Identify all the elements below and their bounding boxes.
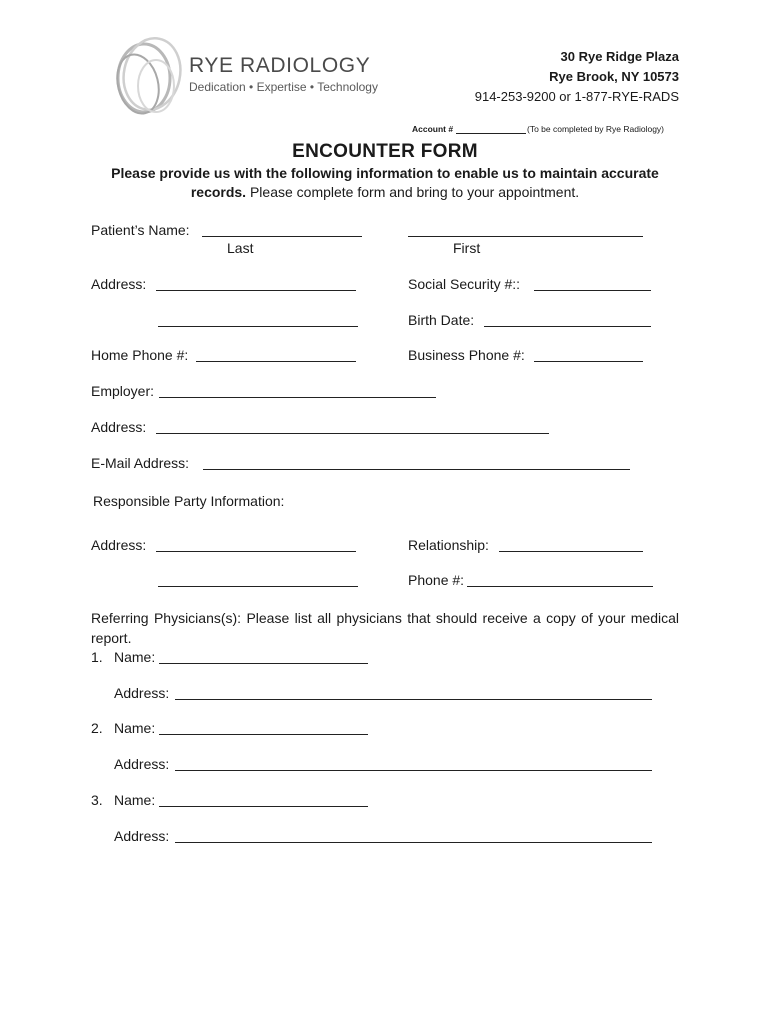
physician-1-address-field[interactable] (175, 699, 652, 700)
physician-2-name-label: Name: (114, 720, 156, 736)
page-title: ENCOUNTER FORM (292, 141, 478, 162)
address-field[interactable] (156, 290, 356, 291)
physician-1-name-field[interactable] (159, 663, 368, 664)
address-line-2-field[interactable] (158, 326, 358, 327)
physician-3-name-label: Name: (114, 792, 156, 808)
first-label: First (453, 240, 481, 256)
address-line-2: Rye Brook, NY 10573 (549, 69, 679, 84)
birth-date-label: Birth Date: (408, 312, 475, 328)
ssn-field[interactable] (534, 290, 651, 291)
employer-address-label: Address: (91, 419, 147, 435)
physician-3-address-label: Address: (114, 828, 170, 844)
physician-2-name-field[interactable] (159, 734, 368, 735)
physician-2-address-label: Address: (114, 756, 170, 772)
physician-3-name-field[interactable] (159, 806, 368, 807)
intro-normal: Please complete form and bring to your appointment. (249, 184, 580, 200)
patient-name-label: Patient’s Name: (91, 222, 190, 238)
physician-1-name-label: Name: (114, 649, 156, 665)
physician-2-number: 2. (91, 720, 103, 736)
rp-address-label: Address: (91, 537, 147, 553)
home-phone-field[interactable] (196, 361, 356, 362)
intro-text (110, 164, 660, 202)
logo (106, 30, 186, 122)
first-name-field[interactable] (408, 236, 643, 237)
rp-address-field[interactable] (156, 551, 356, 552)
employer-label: Employer: (91, 383, 155, 399)
account-note: (To be completed by Rye Radiology) (527, 124, 665, 134)
address-line-1: 30 Rye Ridge Plaza (560, 49, 679, 64)
employer-field[interactable] (159, 397, 436, 398)
brand-name: RYE RADIOLOGY (189, 54, 371, 77)
relationship-label: Relationship: (408, 537, 489, 553)
rp-phone-label: Phone #: (408, 572, 465, 588)
phone-line: 914-253-9200 or 1-877-RYE-RADS (474, 89, 679, 104)
last-name-field[interactable] (202, 236, 362, 237)
email-label: E-Mail Address: (91, 455, 190, 471)
responsible-party-heading: Responsible Party Information: (93, 493, 285, 509)
intro-bold: Please provide us with the following information to enable us to maintain accurate records. (111, 165, 659, 200)
physician-1-number: 1. (91, 649, 103, 665)
physician-3-address-field[interactable] (175, 842, 652, 843)
rp-phone-field[interactable] (467, 586, 653, 587)
referring-text: Referring Physicians(s): Please list all physicians that should receive a copy of your medical report. (91, 610, 679, 646)
rp-address-line-2-field[interactable] (158, 586, 358, 587)
logo-rings-icon (106, 30, 186, 122)
business-phone-field[interactable] (534, 361, 643, 362)
employer-address-field[interactable] (156, 433, 549, 434)
email-field[interactable] (203, 469, 630, 470)
account-label: Account # (412, 124, 454, 134)
physician-1-address-label: Address: (114, 685, 170, 701)
last-label: Last (227, 240, 254, 256)
birth-date-field[interactable] (484, 326, 651, 327)
business-phone-label: Business Phone #: (408, 347, 525, 363)
physician-2-address-field[interactable] (175, 770, 652, 771)
physician-3-number: 3. (91, 792, 103, 808)
home-phone-label: Home Phone #: (91, 347, 189, 363)
account-field[interactable] (456, 133, 526, 134)
address-label: Address: (91, 276, 147, 292)
brand-tagline: Dedication • Expertise • Technology (189, 80, 378, 94)
relationship-field[interactable] (499, 551, 643, 552)
ssn-label: Social Security #:: (408, 276, 521, 292)
